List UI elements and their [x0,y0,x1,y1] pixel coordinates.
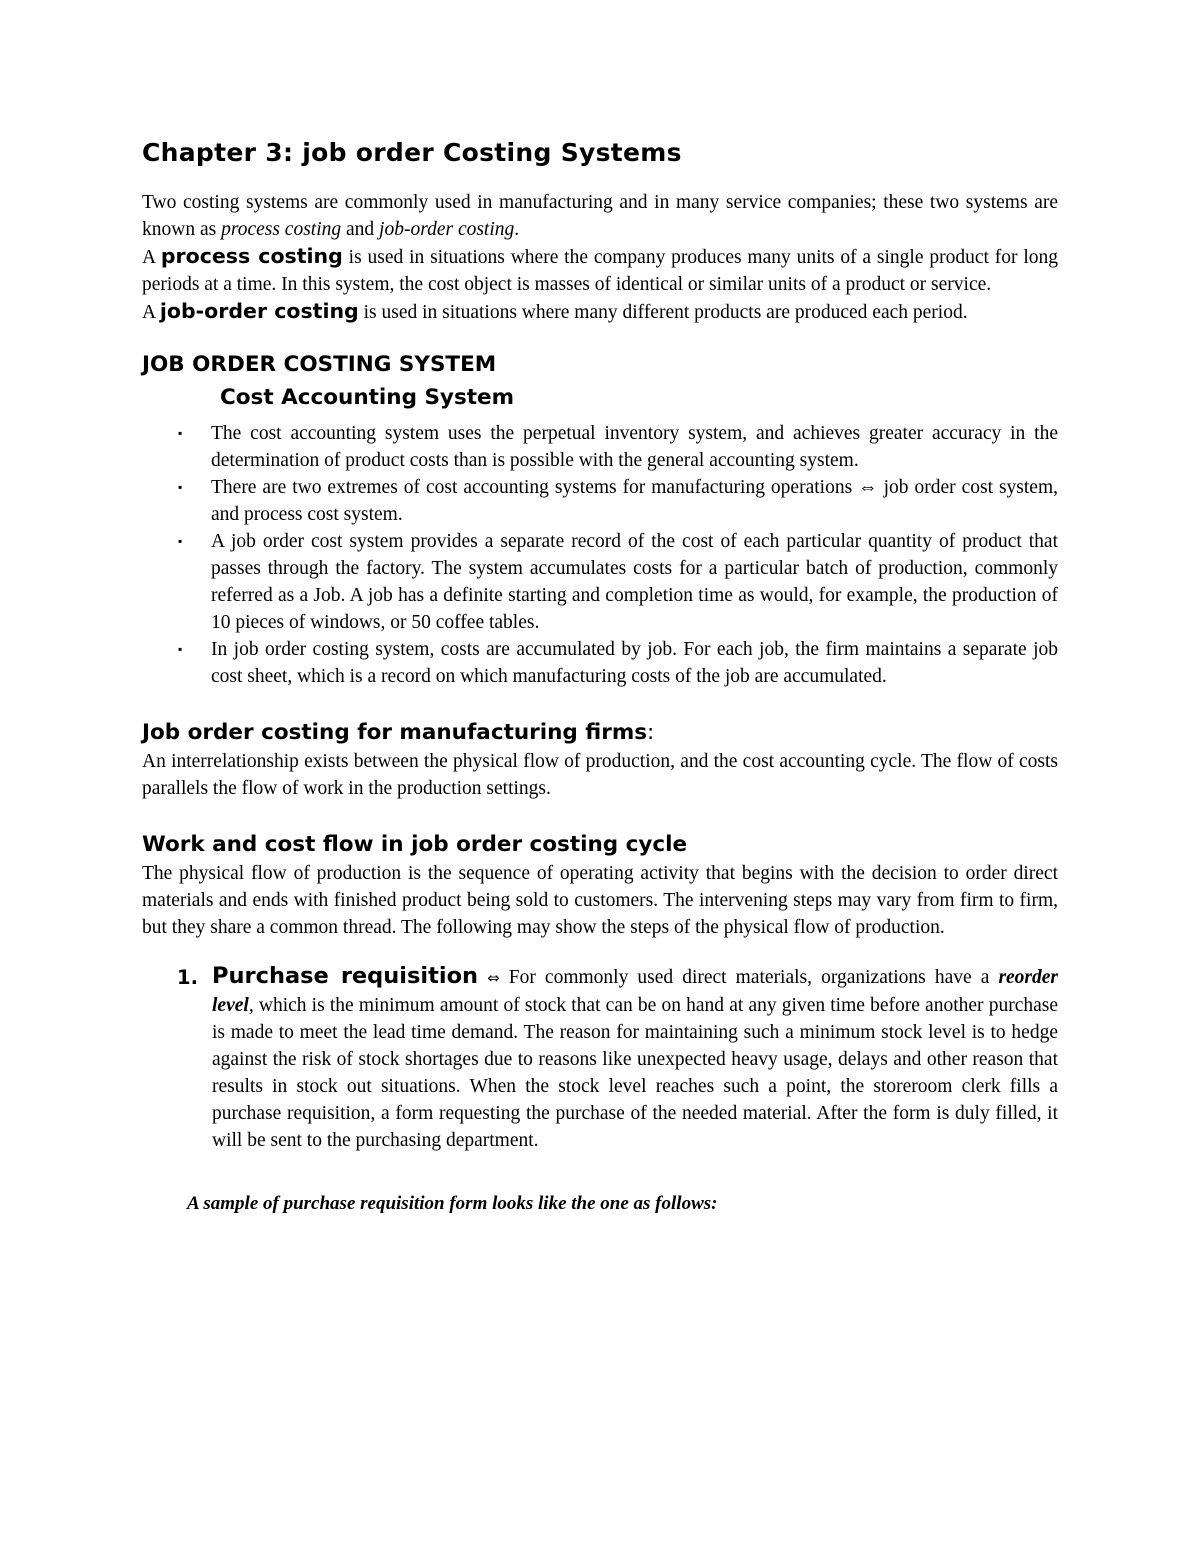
double-arrow-icon: ⇔ [487,969,500,987]
document-page [142,138,1058,1217]
step-number: 1. [177,966,198,989]
job-order-costing-text: is used in situations where many different products are produced each period. [358,302,968,323]
definition-article: A [142,302,160,323]
work-and-cost-flow-paragraph: The physical flow of production is the sequence of operating activity that begins with the decision to order direct materials and ends with finished product being sold to customers. The intervening steps may vary from firm to firm, but they share a common thread. The following may show the steps of the physical flow of production. [142,863,1058,938]
definition-article: A [142,247,161,268]
heading-colon: : [647,720,655,745]
intro-text-start: Two costing systems are commonly used in manufacturing and in many service companies; these two systems are known as [142,192,1058,240]
list-item [178,528,1058,636]
cost-accounting-bullet-list [142,420,1058,690]
intro-text-and: and [341,219,380,240]
step-emphasis-term: reorder level [212,967,1059,1016]
bullet-icon: ▪ [178,480,183,494]
process-costing-text: is used in situations where the company produces many units of a single product for long periods at a time. In this system, the cost object is masses of identical or similar units of a product or service. [142,247,1058,295]
step-text-a: For commonly used direct materials, organizations have a [499,967,999,988]
list-item [178,420,1058,474]
manufacturing-firms-paragraph: An interrelationship exists between the physical flow of production, and the cost accounting cycle. The flow of costs parallels the flow of work in the production settings. [142,751,1058,799]
list-item [178,636,1058,690]
intro-paragraph [142,189,1058,243]
bullet-icon: ▪ [178,534,183,548]
intro-term-process: process costing [221,219,342,240]
section-heading-work-and-cost-flow: Work and cost flow in job order costing cycle [142,832,688,857]
list-item-text: In job order costing system, costs are accumulated by job. For each job, the firm maintains a separate job cost sheet, which is a record on which manufacturing costs of the job are accumulated. [211,639,1058,687]
job-order-costing-definition [142,298,1058,326]
production-steps-list [142,963,1058,1154]
page-title: Chapter 3: job order Costing Systems [142,138,682,167]
process-costing-term: process costing [160,244,343,268]
subheading-cost-accounting-system: Cost Accounting System [220,385,515,410]
bullet-icon: ▪ [178,642,183,656]
list-item-text: A job order cost system provides a separate record of the cost of each particular quantity of product that passes through the factory. The system accumulates costs for a particular batch of production, commonly referred as a Job. A job has a definite starting and completion time as would, for example, the production of 10 pieces of windows, or 50 coffee tables. [211,531,1058,633]
step-text-b: , which is the minimum amount of stock that can be on hand at any given time before another purchase is made to meet the lead time demand. The reason for maintaining such a minimum stock level is to hedge against the risk of stock shortages due to reasons like unexpected heavy usage, delays and other reason that results in stock out situations. When the stock level reaches such a point, the storeroom clerk fills a purchase requisition, a form requesting the purchase of the needed material. After the form is duly filled, it will be sent to the purchasing department. [212,995,1058,1151]
bullet-icon: ▪ [178,426,183,440]
list-item [178,474,1058,528]
process-costing-definition [142,243,1058,298]
list-item-text: There are two extremes of cost accounting systems for manufacturing operations ⇔ job order cost system, and process cost system. [211,477,1058,525]
section-heading-job-order-costing-system: JOB ORDER COSTING SYSTEM [142,352,497,377]
intro-text-end: . [514,219,520,240]
job-order-costing-term: job-order costing [159,299,359,323]
step-term: Purchase requisition [212,963,479,989]
intro-term-job-order: job-order costing [379,219,515,240]
form-sample-caption: A sample of purchase requisition form looks like the one as follows: [187,1193,718,1214]
list-item [142,963,1058,1154]
heading-text: Job order costing for manufacturing firms [142,720,648,745]
section-heading-manufacturing-firms [142,718,1058,748]
list-item-text: The cost accounting system uses the perpetual inventory system, and achieves greater accuracy in the determination of product costs than is possible with the general accounting system. [211,423,1058,471]
